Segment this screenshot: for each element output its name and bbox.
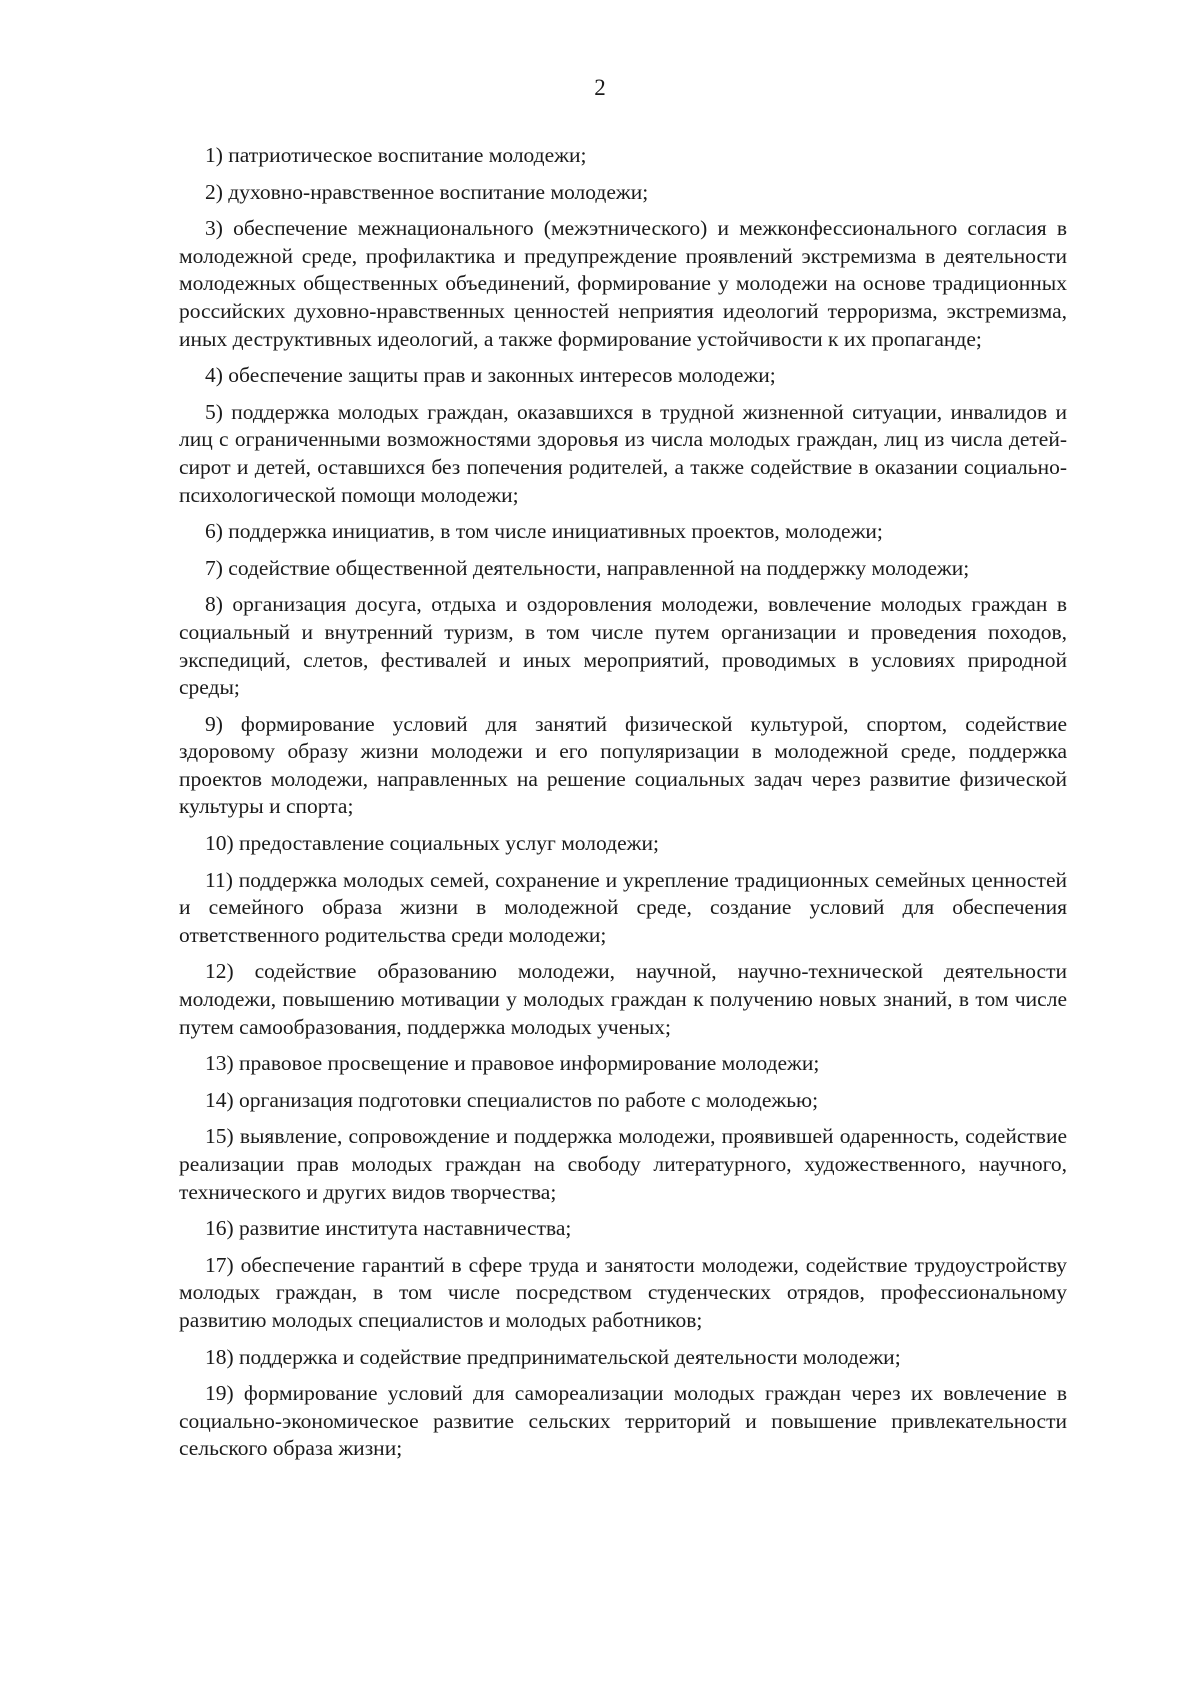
list-item-16: 16) развитие института наставничества;	[205, 1216, 572, 1241]
list-item-4: 4) обеспечение защиты прав и законных интересов молодежи;	[205, 363, 776, 388]
list-item-8: 8) организация досуга, отдыха и оздоровления молодежи, вовлечение молодых граждан в социальный и внутренний туризм, в том числе путем организации и проведения походов, экспедиций, слетов, фестивалей и иных мероприятий, проводимых в условиях природной среды;	[179, 592, 1067, 700]
list-item-14: 14) организация подготовки специалистов по работе с молодежью;	[205, 1087, 819, 1112]
document-body	[179, 142, 1067, 1472]
list-item-3: 3) обеспечение межнационального (межэтнического) и межконфессионального согласия в молодежной среде, профилактика и предупреждение проявлений экстремизма в деятельности молодежных общественных объединений, формирование у молодежи на основе традиционных российских духовно-нравственных ценностей неприятия идеологий терроризма, экстремизма, иных деструктивных идеологий, а также формирование устойчивости к их пропаганде;	[179, 216, 1067, 351]
list-item-11: 11) поддержка молодых семей, сохранение и укрепление традиционных семейных ценностей и семейного образа жизни в молодежной среде, создание условий для обеспечения ответственного родительства среди молодежи;	[179, 867, 1067, 947]
list-item-10: 10) предоставление социальных услуг молодежи;	[205, 831, 659, 856]
list-item-7: 7) содействие общественной деятельности, направленной на поддержку молодежи;	[205, 555, 970, 580]
list-item-17: 17) обеспечение гарантий в сфере труда и занятости молодежи, содействие трудоустройству молодых граждан, в том числе посредством студенческих отрядов, профессиональному развитию молодых специалистов и молодых работников;	[179, 1252, 1067, 1332]
list-item-9: 9) формирование условий для занятий физической культурой, спортом, содействие здоровому образу жизни молодежи и его популяризации в молодежной среде, поддержка проектов молодежи, направленных на решение социальных задач через развитие физической культуры и спорта;	[179, 711, 1067, 819]
list-item-18: 18) поддержка и содействие предпринимательской деятельности молодежи;	[205, 1344, 901, 1369]
list-item-13: 13) правовое просвещение и правовое информирование молодежи;	[205, 1051, 820, 1076]
page-number: 2	[594, 75, 606, 100]
list-item-2: 2) духовно-нравственное воспитание молодежи;	[205, 179, 649, 204]
list-item-12: 12) содействие образованию молодежи, научной, научно-технической деятельности молодежи, повышению мотивации у молодых граждан к получению новых знаний, в том числе путем самообразования, поддержка молодых ученых;	[179, 959, 1067, 1039]
list-item-6: 6) поддержка инициатив, в том числе инициативных проектов, молодежи;	[205, 519, 883, 544]
list-item-15: 15) выявление, сопровождение и поддержка молодежи, проявившей одаренность, содействие реализации прав молодых граждан на свободу литературного, художественного, научного, технического и других видов творчества;	[179, 1124, 1067, 1204]
list-item-5: 5) поддержка молодых граждан, оказавшихся в трудной жизненной ситуации, инвалидов и лиц с ограниченными возможностями здоровья из числа молодых граждан, лиц из числа детей-сирот и детей, оставшихся без попечения родителей, а также содействие в оказании социально-психологической помощи молодежи;	[179, 399, 1067, 507]
list-item-19: 19) формирование условий для самореализации молодых граждан через их вовлечение в социально-экономическое развитие сельских территорий и повышение привлекательности сельского образа жизни;	[179, 1381, 1067, 1461]
list-item-1: 1) патриотическое воспитание молодежи;	[205, 143, 587, 167]
